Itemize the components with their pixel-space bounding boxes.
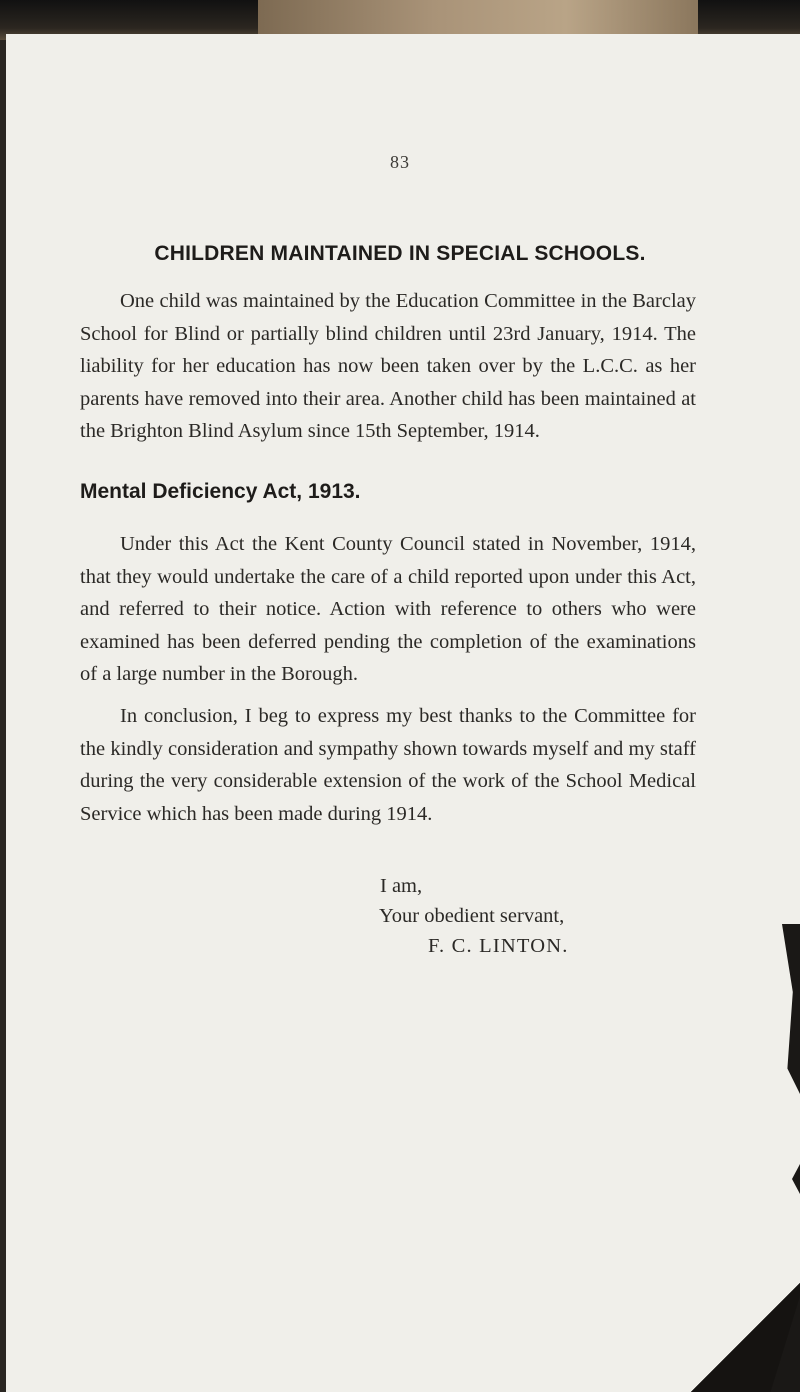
- paragraph-mental-deficiency-act: Under this Act the Kent County Council stated in November, 1914, that they would undertake the care of a child reported upon under this Act, and referred to their notice. Action with reference to others who were examined has been deferred pending the completion of the examinations of a large number in the Borough.: [80, 533, 696, 685]
- paragraph-special-schools: One child was maintained by the Education Committee in the Barclay School for Blind or partially blind children until 23rd January, 1914. The liability for her education has now been taken over by the L.C.C. as her parents have removed into their area. Another child has been maintained at the Brighton Blind Asylum since 15th September, 1914.: [80, 290, 696, 442]
- section-title: CHILDREN MAINTAINED IN SPECIAL SCHOOLS.: [154, 242, 646, 265]
- closing-servant: Your obedient servant,: [379, 905, 565, 927]
- page-number: 83: [390, 152, 410, 172]
- subheading-mental-deficiency-act: Mental Deficiency Act, 1913.: [80, 480, 361, 503]
- paper-edge-tab: [258, 0, 698, 38]
- paragraph-conclusion: In conclusion, I beg to express my best thanks to the Committee for the kindly consideration and sympathy shown towards myself and my staff during the very considerable extension of the work of the School Medical Service which has been made during 1914.: [80, 705, 696, 825]
- edge-mark: [792, 1164, 800, 1194]
- signature: F. C. LINTON.: [428, 935, 569, 957]
- edge-mark: [782, 924, 800, 1094]
- closing-i-am: I am,: [380, 875, 423, 897]
